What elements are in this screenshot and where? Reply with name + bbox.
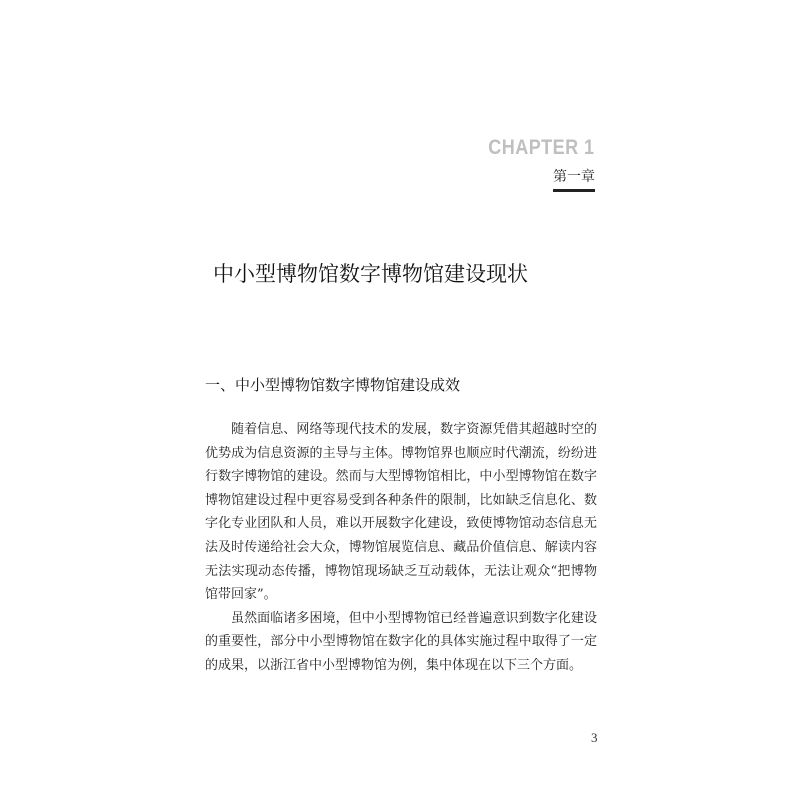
chapter-subtitle: 第一章 <box>553 166 595 192</box>
body-text <box>205 418 597 678</box>
page-number: 3 <box>591 730 598 745</box>
chapter-label: CHAPTER 1 <box>488 136 595 159</box>
paragraph-1: 随着信息、网络等现代技术的发展，数字资源凭借其超越时空的优势成为信息资源的主导与主体。博物馆界也顺应时代潮流，纷纷进行数字博物馆的建设。然而与大型博物馆相比，中小型博物馆在数字博物馆建设过程中更容易受到各种条件的限制，比如缺乏信息化、数字化专业团队和人员，难以开展数字化建设，致使博物馆动态信息无法及时传递给社会大众，博物馆展览信息、藏品价值信息、解读内容无法实现动态传播，博物馆现场缺乏互动载体，无法让观众“把博物馆带回家”。 <box>205 422 597 603</box>
paragraph-2: 虽然面临诸多困境，但中小型博物馆已经普遍意识到数字化建设的重要性，部分中小型博物馆在数字化的具体实施过程中取得了一定的成果，以浙江省中小型博物馆为例，集中体现在以下三个方面。 <box>205 610 597 673</box>
page-title: 中小型博物馆数字博物馆建设现状 <box>213 262 528 286</box>
section-heading: 一、中小型博物馆数字博物馆建设成效 <box>205 376 461 394</box>
